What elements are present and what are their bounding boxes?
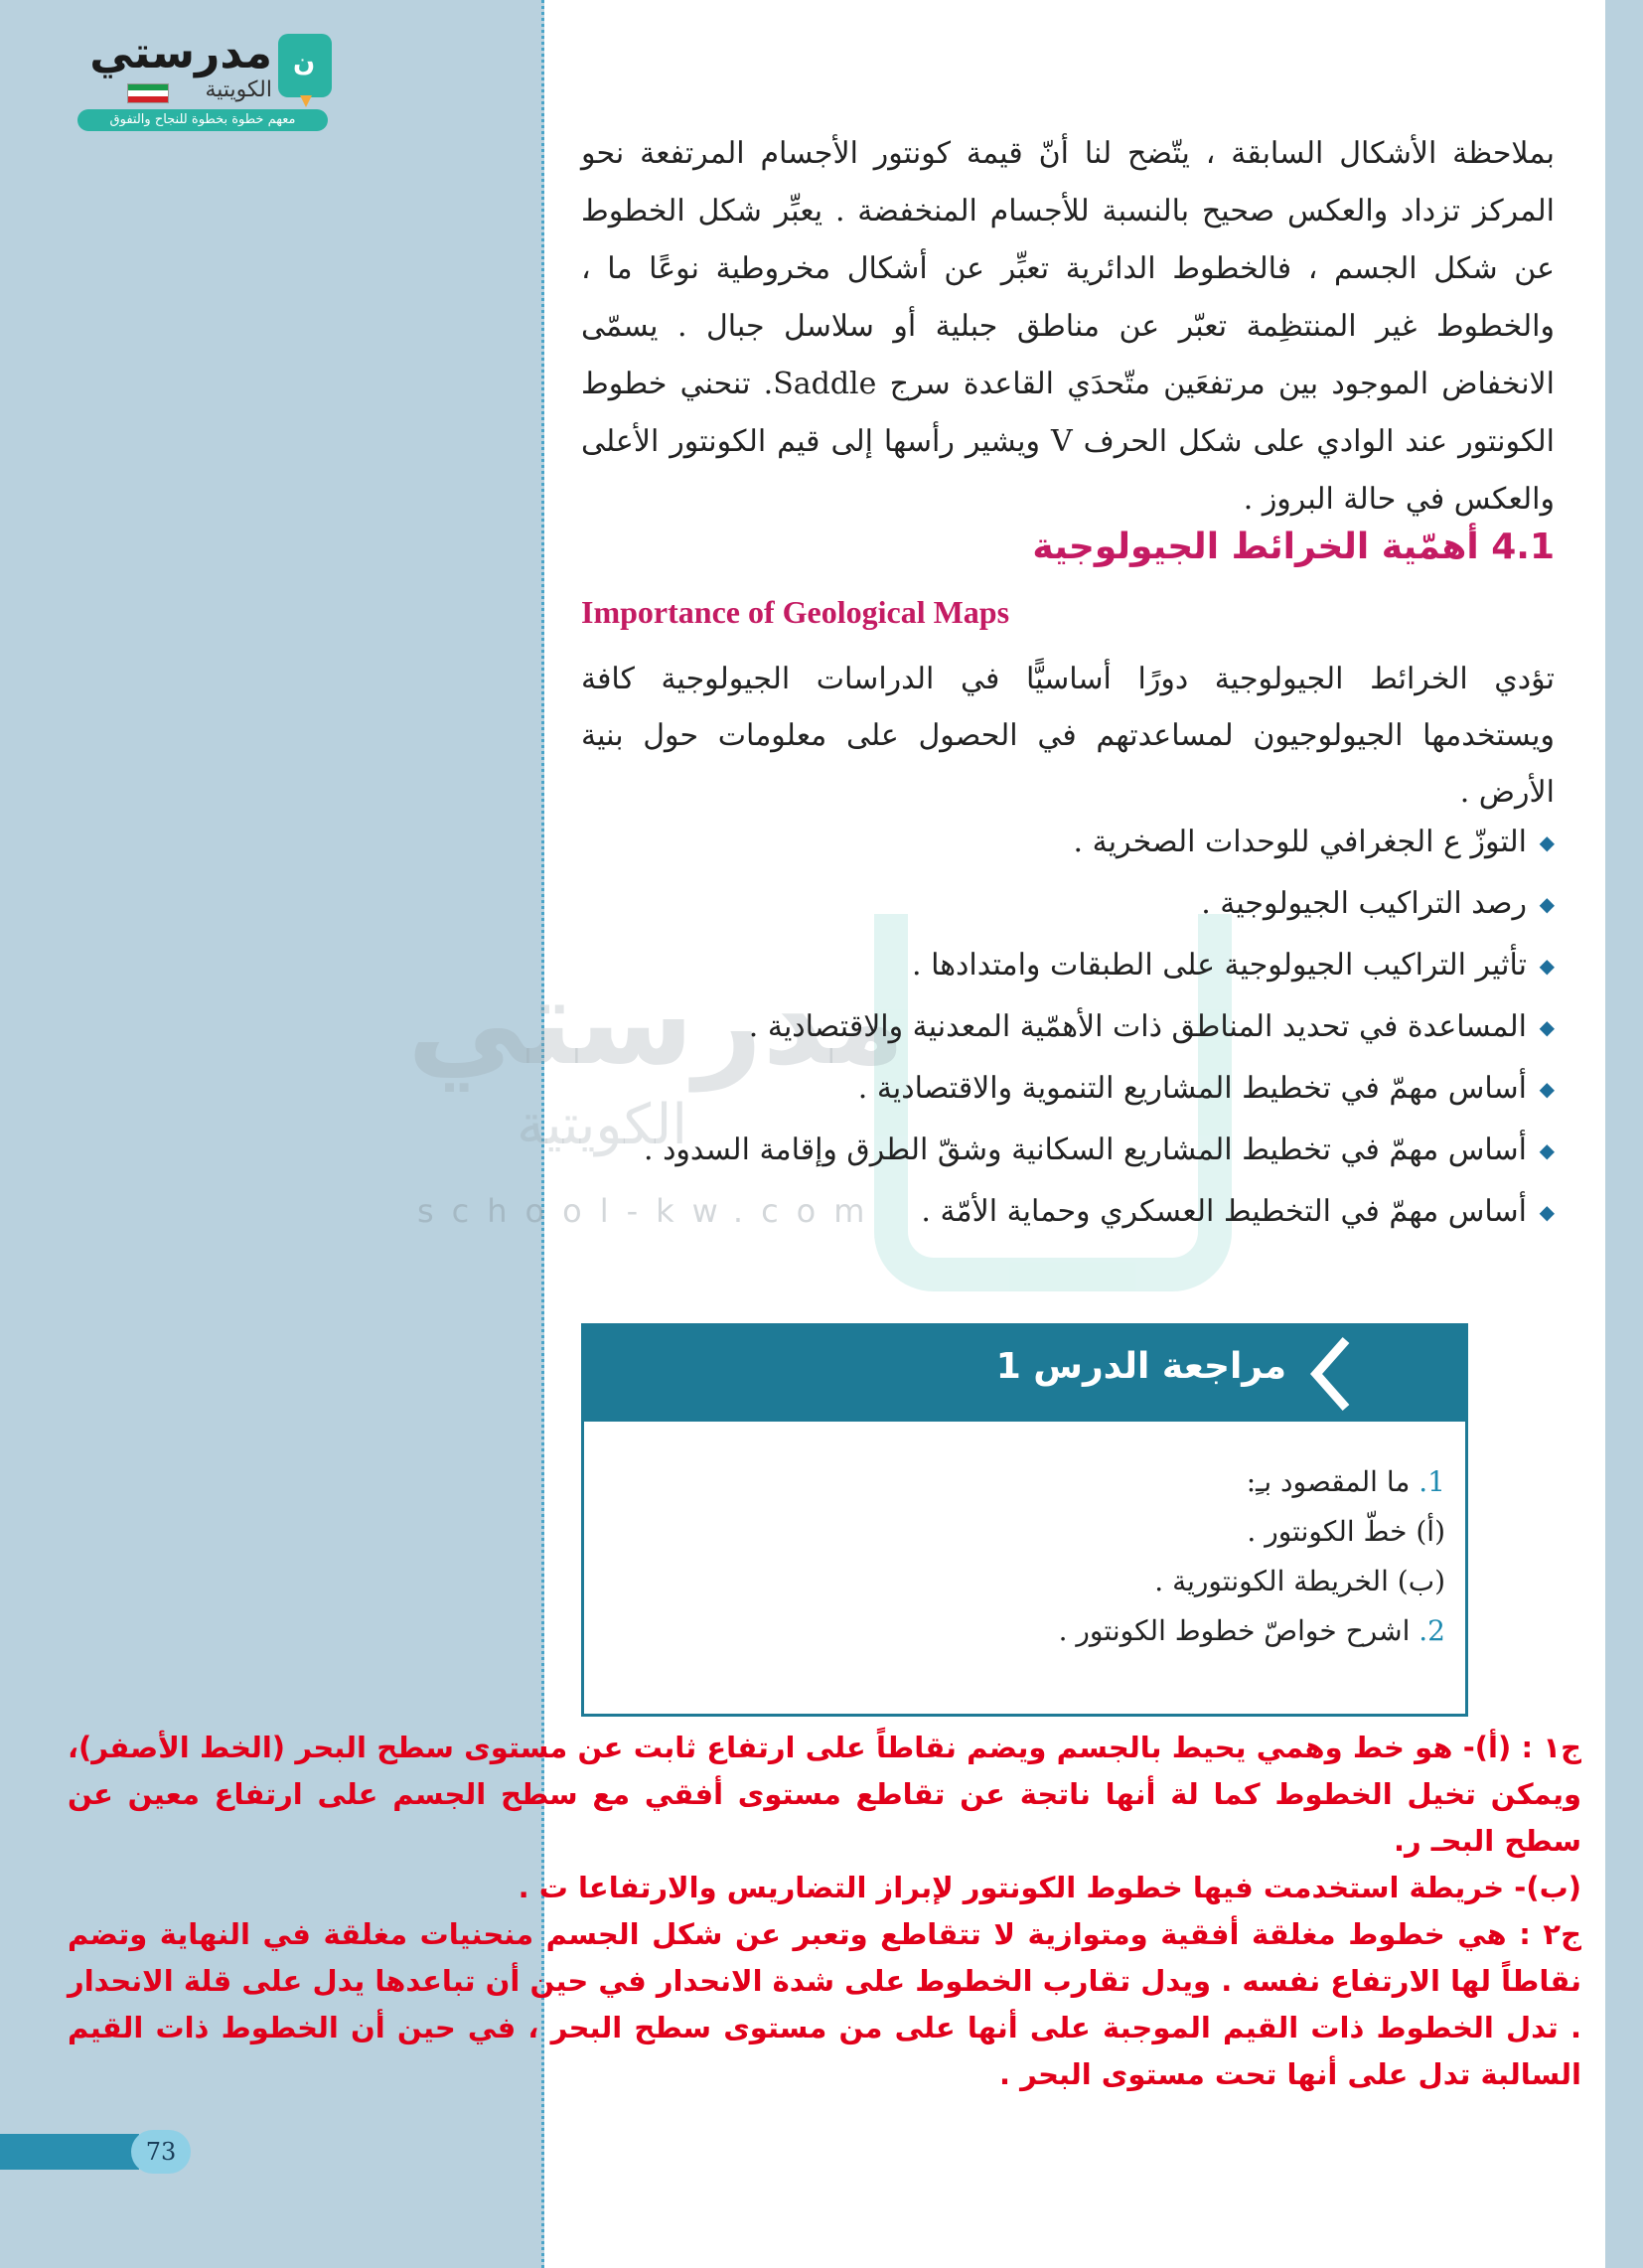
kuwait-flag-icon [127, 83, 169, 103]
diamond-bullet-icon: ◆ [1539, 1200, 1555, 1224]
diamond-bullet-icon: ◆ [1539, 831, 1555, 854]
right-margin-panel [1605, 0, 1643, 2268]
question-1: 1. ما المقصود بـِ: [1246, 1465, 1445, 1498]
list-item: ◆ رصد التراكيب الجيولوجية . [581, 876, 1555, 932]
watermark-url: school-kw.com [417, 1192, 883, 1230]
answer-1a: ج١ : (أ)- هو خط وهمي يحيط بالجسم ويضم نقاطاً على ارتفاع ثابت عن مستوى سطح البحر (الخط الأصفر)، ويمكن تخيل الخطوط كما لة أنها ناتجة عن تقاطع مستوى أفقي مع سطح الجسم على ارتفاع معين عن سطح البحـ ر. [68, 1731, 1581, 1858]
list-item: ◆ أساس مهمّ في تخطيط المشاريع التنموية والاقتصادية . [581, 1061, 1555, 1117]
logo-name: مدرستي [89, 28, 272, 78]
section-title: أهمّية الخرائط الجيولوجية [1032, 527, 1479, 567]
page-number: 73 [131, 2130, 191, 2174]
diamond-bullet-icon: ◆ [1539, 1077, 1555, 1101]
list-item: ◆ تأثير التراكيب الجيولوجية على الطبقات وامتدادها . [581, 938, 1555, 993]
importance-list [581, 815, 1555, 1246]
answer-1b: (ب)- خريطة استخدمت فيها خطوط الكونتور لإبراز التضاريس والارتفاعا ت . [518, 1871, 1581, 1904]
logo-mark-icon: ن [278, 34, 332, 97]
section-number: 4.1 [1491, 527, 1555, 567]
review-questions [611, 1457, 1445, 1656]
intro-paragraph: بملاحظة الأشكال السابقة ، يتّضح لنا أنّ قيمة كونتور الأجسام المرتفعة نحو المركز تزداد والعكس صحيح بالنسبة للأجسام المنخفضة . يعبِّر شكل الخطوط عن شكل الجسم ، فالخطوط الدائرية تعبِّر عن أشكال مخروطية نوعًا ما ، والخطوط غير المنتظِمة تعبّر عن مناطق جبلية أو سلاسل جبال . يسمّى الانخفاض الموجود بين مرتفعَين متّحدَي القاعدة سرج Saddle. تنحني خطوط الكونتور عند الوادي على شكل الحرف V ويشير رأسها إلى قيم الكونتور الأعلى والعكس في حالة البروز . [581, 136, 1556, 517]
diamond-bullet-icon: ◆ [1539, 892, 1555, 916]
logo-subtitle: الكويتية [205, 77, 272, 102]
diamond-bullet-icon: ◆ [1539, 1015, 1555, 1039]
list-item: ◆ أساس مهمّ في تخطيط المشاريع السكانية وشقّ الطرق وإقامة السدود . [581, 1123, 1555, 1178]
list-item: ◆ أساس مهمّ في التخطيط العسكري وحماية الأمّة . [581, 1184, 1555, 1240]
handwritten-answers [68, 1725, 1581, 2098]
answer-2: ج٢ : هي خطوط مغلقة أفقية ومتوازية لا تتقاطع وتعبر عن شكل الجسم منحنيات مغلقة في النهاية وتضم نقاطاً لها الارتفاع نفسه . ويدل تقارب الخطوط على شدة الانحدار في حين أن تباعدها يدل على قلة الانحدار . تدل الخطوط ذات القيم الموجبة على أنها على من مستوى سطح البحر ، في حين أن الخطوط ذات القيم السالبة تدل على أنها تحت مستوى البحر . [68, 1917, 1581, 2091]
question-1a: (أ) خطّ الكونتور . [1247, 1515, 1445, 1548]
site-logo[interactable] [77, 28, 336, 132]
watermark-name: مدرستي [407, 954, 906, 1092]
diamond-bullet-icon: ◆ [1539, 954, 1555, 978]
page-number-bar [0, 2134, 139, 2170]
list-item: ◆ المساعدة في تحديد المناطق ذات الأهمّية المعدنية والاقتصادية . [581, 999, 1555, 1055]
review-header [584, 1326, 1465, 1422]
review-title: مراجعة الدرس 1 [995, 1346, 1286, 1387]
section-english-title: Importance of Geological Maps [581, 594, 1010, 630]
question-2: 2. اشرح خواصّ خطوط الكونتور . [1058, 1614, 1445, 1647]
section-paragraph: تؤدي الخرائط الجيولوجية دورًا أساسيًّا في الدراسات الجيولوجية كافة ويستخدمها الجيولوجيون لمساعدتهم في الحصول على معلومات حول بنية الأرض . [581, 662, 1555, 810]
logo-tagline: معهم خطوة بخطوة للنجاح والتفوق [77, 109, 328, 131]
lesson-review-box [581, 1323, 1468, 1717]
chevron-left-icon [1306, 1336, 1356, 1412]
section-heading [581, 527, 1555, 567]
watermark-subtitle: الكويتية [517, 1093, 687, 1157]
question-1b: (ب) الخريطة الكونتورية . [1154, 1565, 1445, 1597]
list-item: ◆ التوزّ ع الجغرافي للوحدات الصخرية . [581, 815, 1555, 870]
diamond-bullet-icon: ◆ [1539, 1138, 1555, 1162]
